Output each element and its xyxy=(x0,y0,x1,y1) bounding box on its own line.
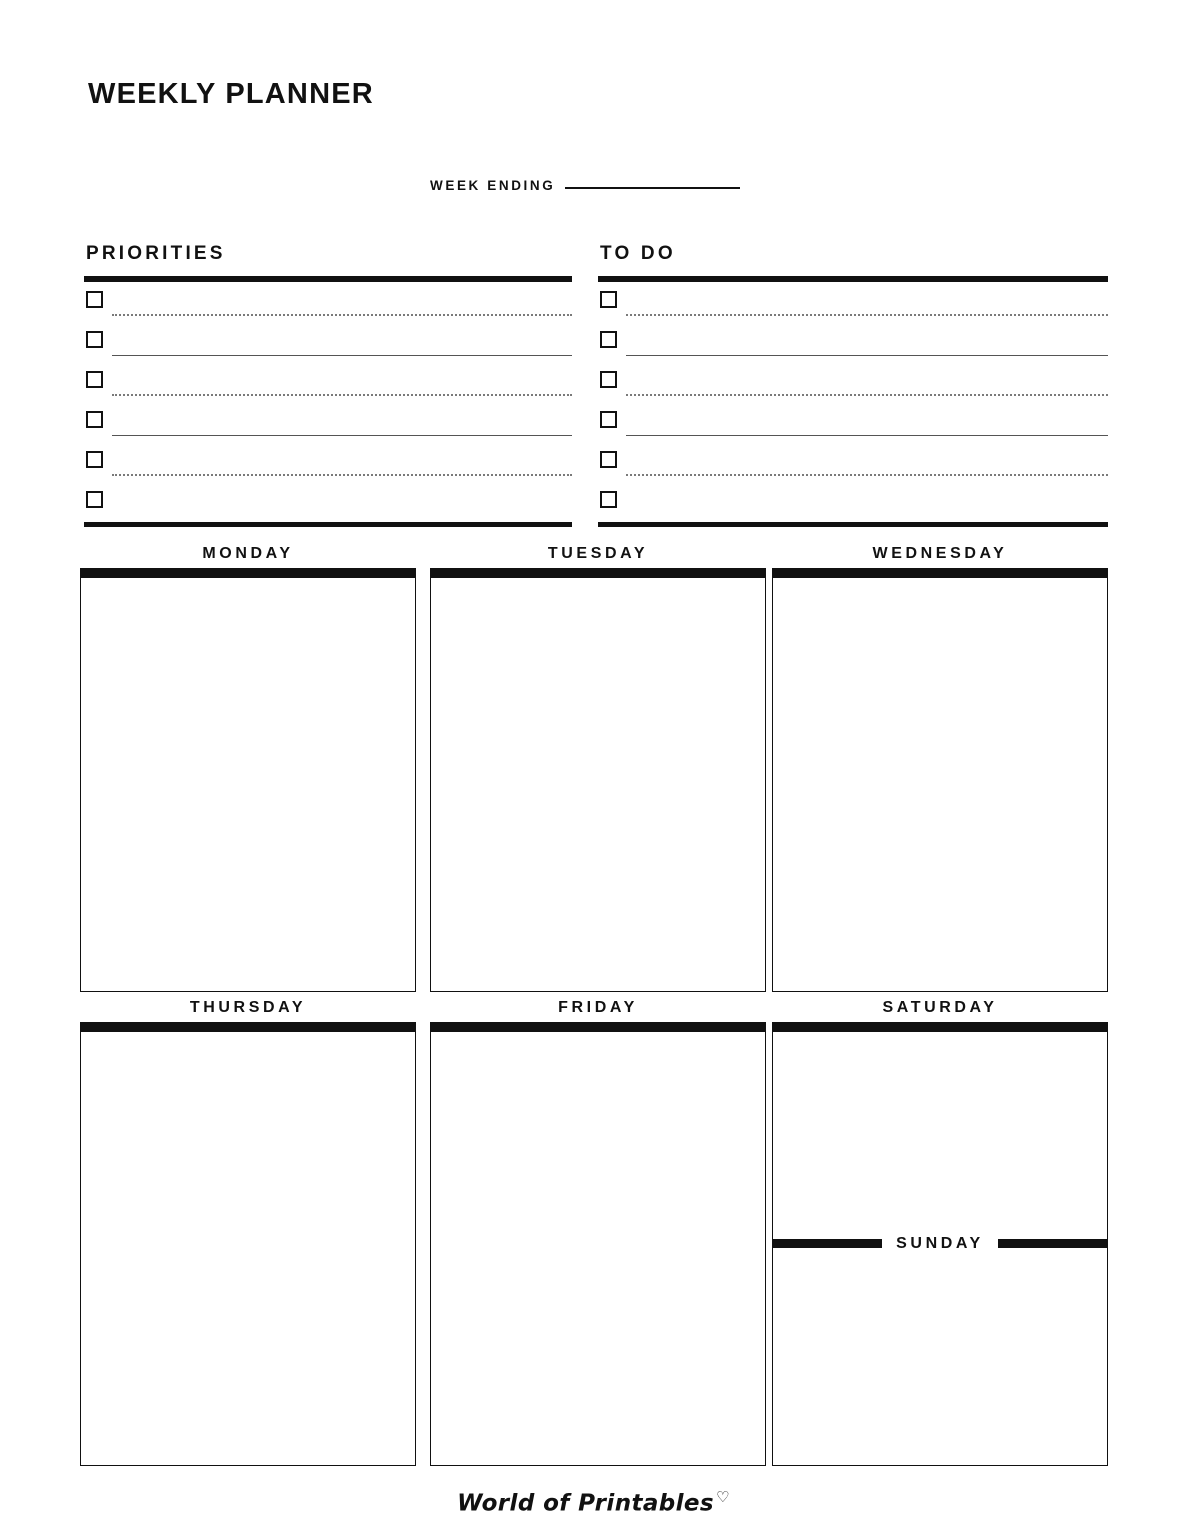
day-box-cap xyxy=(431,569,765,578)
list-item[interactable] xyxy=(84,322,572,362)
checkbox-icon[interactable] xyxy=(600,451,617,468)
week-ending-label: WEEK ENDING xyxy=(430,178,556,193)
week-ending-writing-line[interactable] xyxy=(565,187,740,189)
todo-bottom-rule xyxy=(598,522,1108,527)
page-title: WEEKLY PLANNER xyxy=(88,78,374,110)
todo-block xyxy=(598,276,1108,527)
footer-brand-text: World of Printables xyxy=(457,1490,715,1517)
writing-line[interactable] xyxy=(626,394,1108,396)
writing-line[interactable] xyxy=(626,314,1108,316)
checkbox-icon[interactable] xyxy=(86,331,103,348)
priorities-bottom-rule xyxy=(84,522,572,527)
writing-line[interactable] xyxy=(112,314,572,316)
checkbox-icon[interactable] xyxy=(86,491,103,508)
priorities-rows xyxy=(84,282,572,522)
day-label-saturday: SATURDAY xyxy=(882,999,998,1016)
list-item[interactable] xyxy=(598,362,1108,402)
footer-brand xyxy=(0,1488,1187,1517)
day-label-monday: MONDAY xyxy=(202,545,294,562)
writing-line[interactable] xyxy=(626,435,1108,436)
day-box-cap xyxy=(81,1023,415,1032)
todo-heading: TO DO xyxy=(600,243,676,264)
list-item[interactable] xyxy=(598,482,1108,522)
day-box-thursday[interactable] xyxy=(80,1022,416,1466)
day-label-wednesday: WEDNESDAY xyxy=(872,545,1008,562)
checkbox-icon[interactable] xyxy=(600,331,617,348)
list-item[interactable] xyxy=(84,442,572,482)
day-box-saturday-sunday[interactable] xyxy=(772,1022,1108,1466)
priorities-heading: PRIORITIES xyxy=(86,243,226,264)
heart-icon: ♡ xyxy=(716,1488,730,1506)
checkbox-icon[interactable] xyxy=(86,371,103,388)
day-label-tuesday: TUESDAY xyxy=(547,545,649,562)
writing-line[interactable] xyxy=(112,355,572,356)
list-item[interactable] xyxy=(84,402,572,442)
day-label-friday: FRIDAY xyxy=(558,999,638,1016)
day-box-cap xyxy=(431,1023,765,1032)
list-item[interactable] xyxy=(84,482,572,522)
day-box-friday[interactable] xyxy=(430,1022,766,1466)
day-box-cap xyxy=(773,1023,1107,1032)
checkbox-icon[interactable] xyxy=(86,291,103,308)
checkbox-icon[interactable] xyxy=(86,411,103,428)
day-label-sunday: SUNDAY xyxy=(882,1235,998,1252)
list-item[interactable] xyxy=(598,322,1108,362)
day-box-cap xyxy=(81,569,415,578)
writing-line[interactable] xyxy=(626,355,1108,356)
writing-line[interactable] xyxy=(112,435,572,436)
priorities-block xyxy=(84,276,572,527)
checkbox-icon[interactable] xyxy=(600,411,617,428)
day-box-monday[interactable] xyxy=(80,568,416,992)
checkbox-icon[interactable] xyxy=(600,291,617,308)
checkbox-icon[interactable] xyxy=(86,451,103,468)
writing-line[interactable] xyxy=(626,474,1108,476)
todo-rows xyxy=(598,282,1108,522)
day-label-thursday: THURSDAY xyxy=(189,999,307,1016)
checkbox-icon[interactable] xyxy=(600,371,617,388)
sunday-divider xyxy=(773,1235,1107,1252)
day-box-wednesday[interactable] xyxy=(772,568,1108,992)
writing-line[interactable] xyxy=(112,394,572,396)
list-item[interactable] xyxy=(84,282,572,322)
list-item[interactable] xyxy=(598,282,1108,322)
list-item[interactable] xyxy=(598,442,1108,482)
day-box-tuesday[interactable] xyxy=(430,568,766,992)
writing-line[interactable] xyxy=(112,474,572,476)
checkbox-icon[interactable] xyxy=(600,491,617,508)
list-item[interactable] xyxy=(598,402,1108,442)
week-ending-field[interactable] xyxy=(430,178,740,193)
day-box-cap xyxy=(773,569,1107,578)
list-item[interactable] xyxy=(84,362,572,402)
